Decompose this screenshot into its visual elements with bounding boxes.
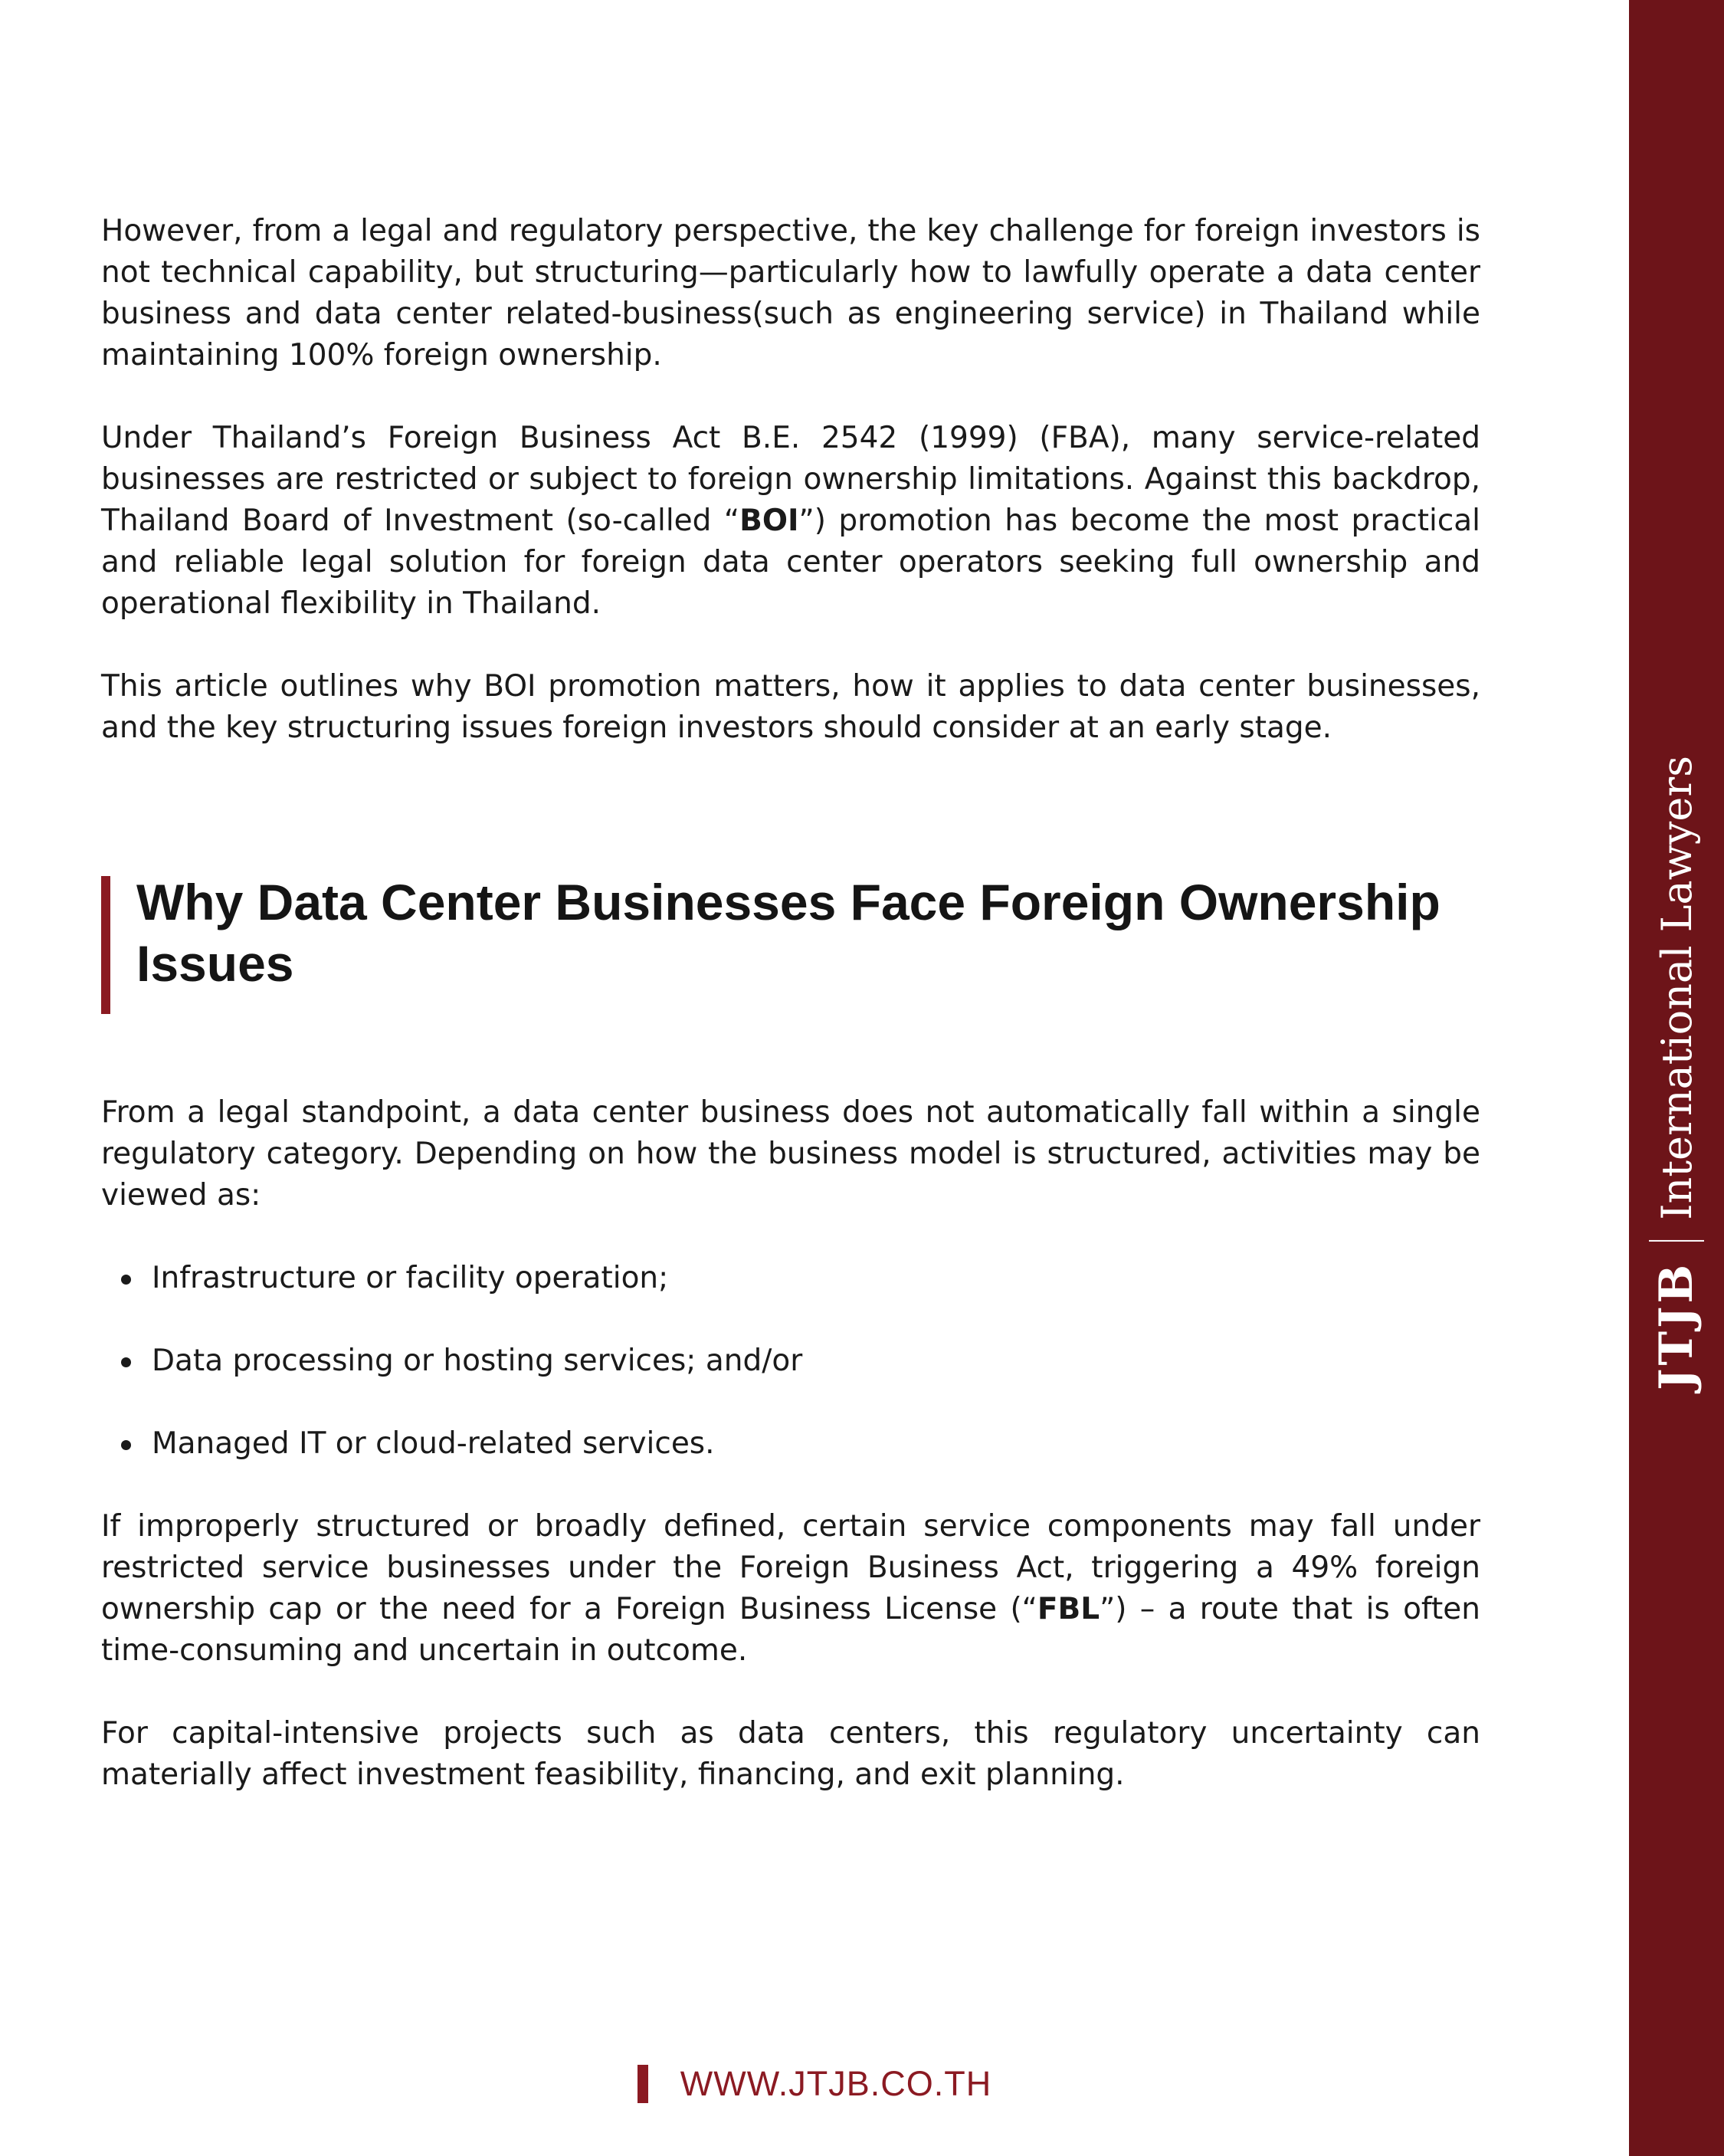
bullet-icon [121, 1357, 131, 1367]
website-link[interactable]: WWW.JTJB.CO.TH [680, 2064, 992, 2103]
list-item-text: Data processing or hosting services; and/or [152, 1344, 803, 1378]
section-title: Why Data Center Businesses Face Foreign Ownership Issues [136, 874, 1440, 992]
fbl-term: FBL [1037, 1592, 1100, 1626]
intro-paragraph-1: However, from a legal and regulatory perspective, the key challenge for foreign investors is not technical capability, but structuring—particularly how to lawfully operate a data center business and data center related-business(such as engineering service) in Thailand while maintaining 100% foreign ownership. [101, 214, 1480, 372]
intro-paragraph-2 [101, 418, 1480, 625]
list-item-text: Managed IT or cloud-related services. [152, 1426, 715, 1461]
list-item-text: Infrastructure or facility operation; [152, 1261, 669, 1295]
bullet-icon [121, 1440, 131, 1450]
list-item [101, 1341, 1480, 1382]
bullet-icon [121, 1275, 131, 1285]
text-run: Under Thailand’s Foreign Business Act B.E. 2542 (1999) (FBA), many service-related businesses are restricted or subject to foreign ownership limitations. Against this backdrop, Thailand Board of Investment (so-called “ [101, 421, 1480, 538]
footer-accent-mark [637, 2065, 648, 2103]
footer [0, 2064, 1629, 2106]
list-item [101, 1423, 1480, 1465]
activity-list [101, 1258, 1480, 1465]
section-heading [101, 871, 1480, 994]
article-body [101, 211, 1480, 1837]
section-accent-bar [101, 876, 110, 1014]
text-run: ”) promotion has become the most practical and reliable legal solution for foreign data center operators seeking full ownership and operational flexibility in Thailand. [101, 504, 1480, 621]
section-paragraph-1: From a legal standpoint, a data center business does not automatically fall within a single regulatory category. Depending on how the business model is structured, activities may be viewed as: [101, 1095, 1480, 1213]
brand-tagline: International Lawyers [1652, 756, 1701, 1220]
section-paragraph-3: For capital-intensive projects such as data centers, this regulatory uncertainty can materially affect investment feasibility, financing, and exit planning. [101, 1716, 1480, 1792]
intro-paragraph-3: This article outlines why BOI promotion matters, how it applies to data center businesses, and the key structuring issues foreign investors should consider at an early stage. [101, 669, 1480, 745]
section-paragraph-2 [101, 1506, 1480, 1672]
text-run: ”) – a route that is often time-consuming and uncertain in outcome. [101, 1592, 1480, 1668]
brand-divider [1649, 1240, 1704, 1242]
sidebar-brand [1629, 756, 1724, 1390]
list-item [101, 1258, 1480, 1299]
text-run: If improperly structured or broadly defined, certain service components may fall under restricted service businesses under the Foreign Business Act, triggering a 49% foreign ownership cap or the need for a Foreign Business License (“ [101, 1509, 1480, 1626]
brand-mark: JTJB [1650, 1261, 1703, 1390]
boi-term: BOI [739, 504, 799, 538]
